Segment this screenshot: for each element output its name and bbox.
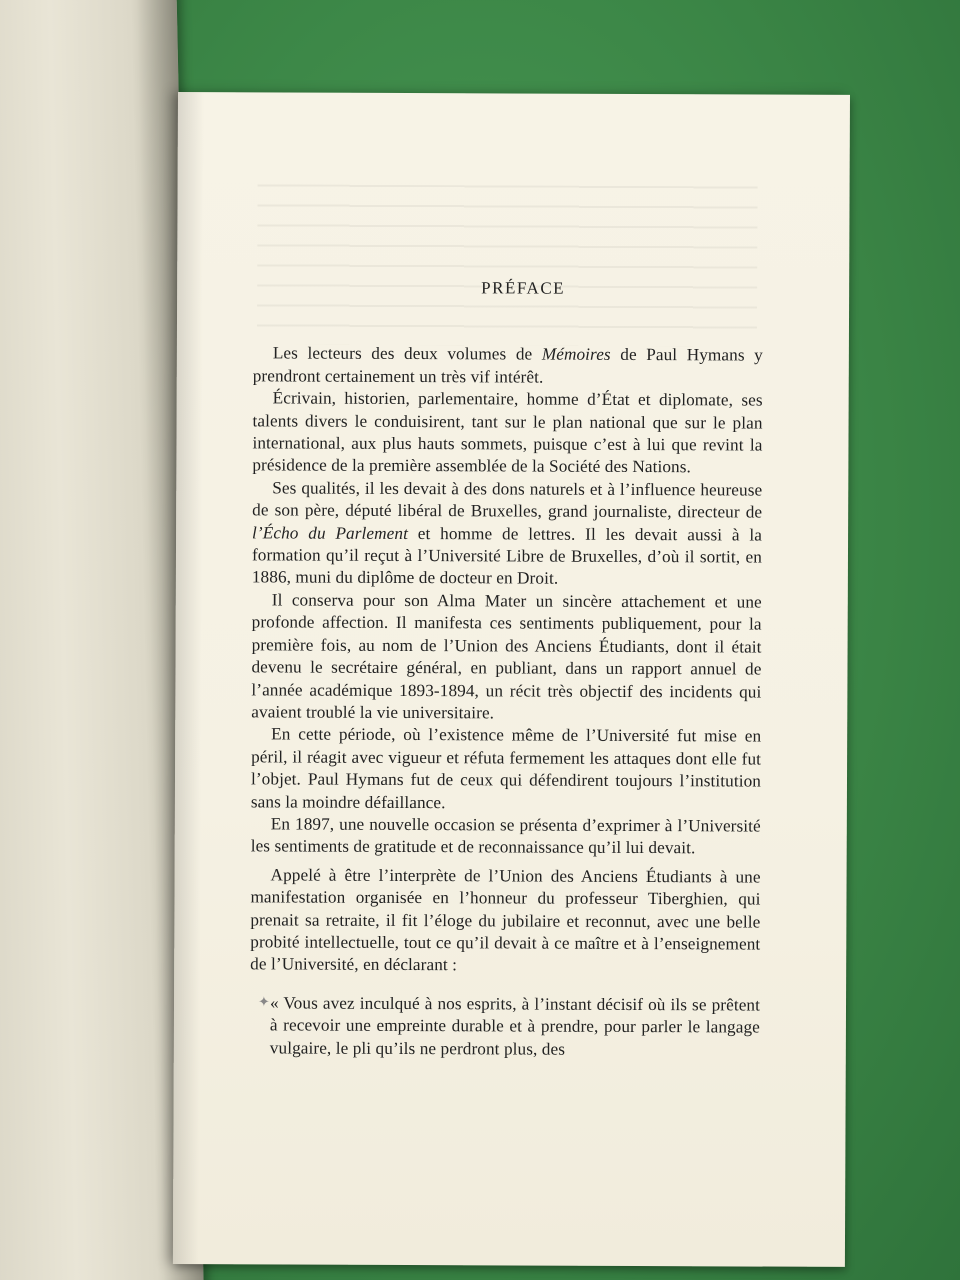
- emphasis-memoires: Mémoires: [541, 344, 611, 365]
- paragraph-3: Ses qualités, il les devait à des dons naturels et à l’influence heureuse de son père, député libéral de Bruxelles, grand journaliste, directeur de l’Écho du Parlement et homme de lettres. Il les devait aussi à la formation qu’il reçut à l’Université Libre de Bruxelles, d’où il sortit, en 1886, muni du diplôme de docteur en Droit.: [251, 478, 763, 589]
- page-text: [250, 276, 763, 1061]
- pencil-mark-icon: ✦: [257, 995, 270, 1011]
- paragraph-5: En cette période, où l’existence même de l’Université fut mise en péril, il réagit avec vigueur et réfuta fermement les attaques dont elle fut l’objet. Paul Hymans fut de ceux qui défendirent toujours l’institution sans la moindre défaillance.: [250, 724, 762, 812]
- right-page: [173, 92, 850, 1267]
- paragraph-2: Écrivain, historien, parlementaire, homme d’État et diplomate, ses talents divers le conduisirent, tant sur le plan national que sur le plan international, aux plus hauts sommets, puisque c’est à lui que revint la présidence de la première assemblée de la Société des Nations.: [252, 388, 763, 477]
- paragraph-6: En 1897, une nouvelle occasion se présenta d’exprimer à l’Université les sentiments de gratitude et de reconnaissance qu’il lui devait.: [250, 814, 761, 858]
- paragraph-4: Il conserva pour son Alma Mater un sincère attachement et une profonde affection. Il manifesta ces sentiments publiquement, pour la première fois, au nom de l’Union des Anciens Étudiants, dont il était devenu le secrétaire général, en publiant, dans un rapport annuel de l’année académique 1893-1894, un récit très objectif des incidents qui avaient troublé la vie universitaire.: [251, 590, 762, 723]
- page-title: PRÉFACE: [481, 278, 566, 298]
- emphasis-echo-du-parlement: l’Écho du Parlement: [252, 522, 409, 543]
- paragraph-7: Appelé à être l’interprète de l’Union des Anciens Étudiants à une manifestation organisée en l’honneur du professeur Tiberghien, qui prenait sa retraite, il fit l’éloge du jubilaire et reconnut, avec une belle probité intellectuelle, tout ce qu’il devait à ce maître et à l’enseignement de l’Université, en déclarant :: [250, 865, 761, 975]
- block-quote: ✦ « Vous avez inculqué à nos esprits, à l’instant décisif où ils se prêtent à recevoir une empreinte durable et à prendre, pour parler le langage vulgaire, le pli qu’ils ne perdront plus, des: [257, 993, 761, 1059]
- paragraph-1: Les lecteurs des deux volumes de Mémoires de Paul Hymans y prendront certainement un très vif intérêt.: [252, 343, 763, 387]
